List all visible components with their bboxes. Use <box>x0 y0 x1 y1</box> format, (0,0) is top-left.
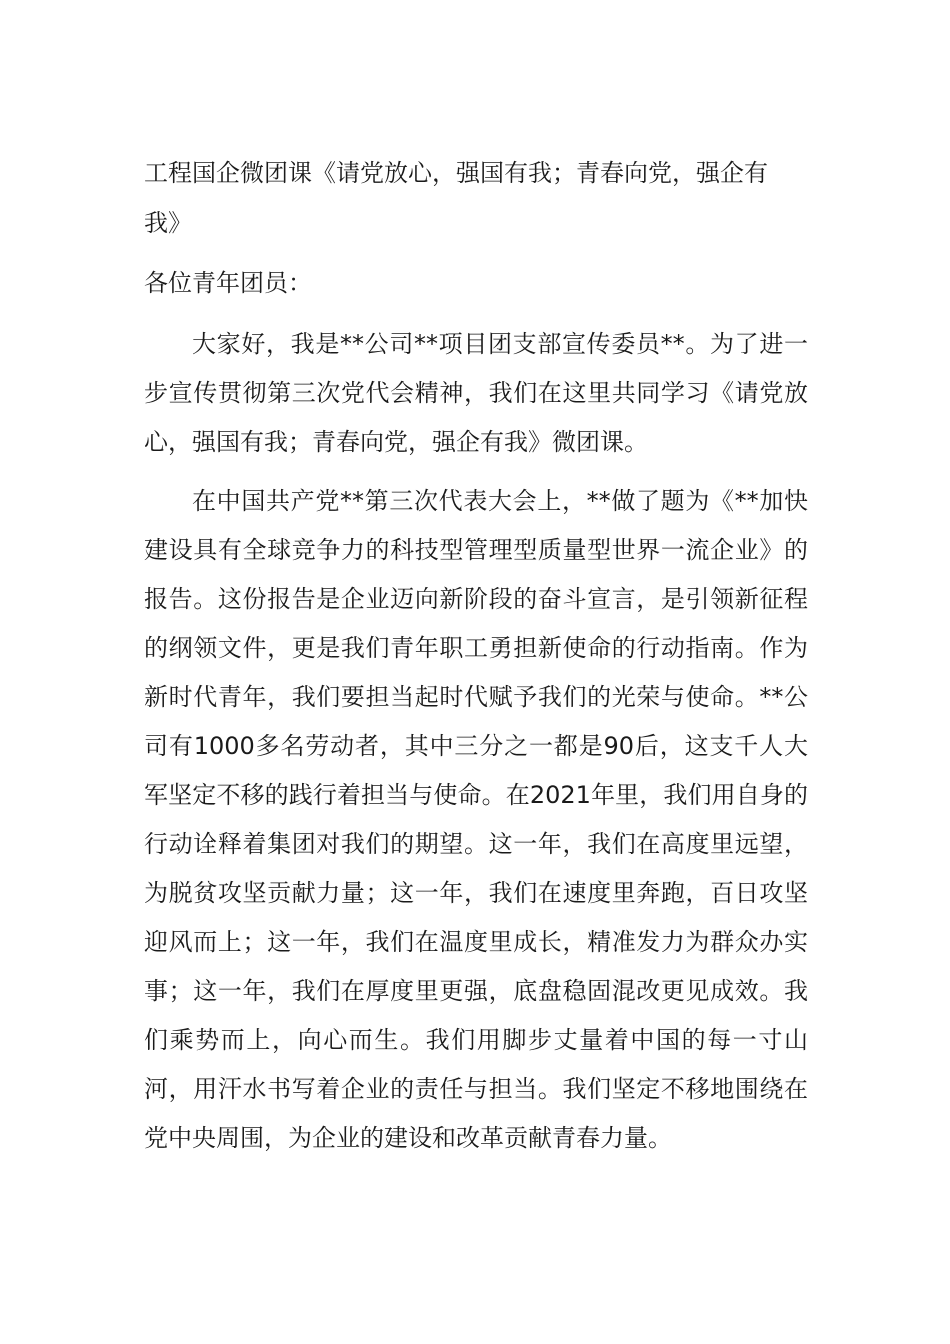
greeting-line: 各位青年团员： <box>144 269 312 297</box>
document-body <box>144 148 808 1163</box>
document-title: 工程国企微团课《请党放心，强国有我；青春向党，强企有我》 <box>144 159 768 237</box>
paragraph-report: 在中国共产党**第三次代表大会上，**做了题为《**加快建设具有全球竞争力的科技型管理型质量型世界一流企业》的报告。这份报告是企业迈向新阶段的奋斗宣言，是引领新征程的纲领文件，更是我们青年职工勇担新使命的行动指南。作为新时代青年，我们要担当起时代赋予我们的光荣与使命。**公司有1000多名劳动者，其中三分之一都是90后，这支千人大军坚定不移的践行着担当与使命。在2021年里，我们用自身的行动诠释着集团对我们的期望。这一年，我们在高度里远望，为脱贫攻坚贡献力量；这一年，我们在速度里奔跑，百日攻坚迎风而上；这一年，我们在温度里成长，精准发力为群众办实事；这一年，我们在厚度里更强，底盘稳固混改更见成效。我们乘势而上，向心而生。我们用脚步丈量着中国的每一寸山河，用汗水书写着企业的责任与担当。我们坚定不移地围绕在党中央周围，为企业的建设和改革贡献青春力量。 <box>144 487 808 1152</box>
paragraph-intro: 大家好，我是**公司**项目团支部宣传委员**。为了进一步宣传贯彻第三次党代会精神，我们在这里共同学习《请党放心，强国有我；青春向党，强企有我》微团课。 <box>144 330 808 456</box>
